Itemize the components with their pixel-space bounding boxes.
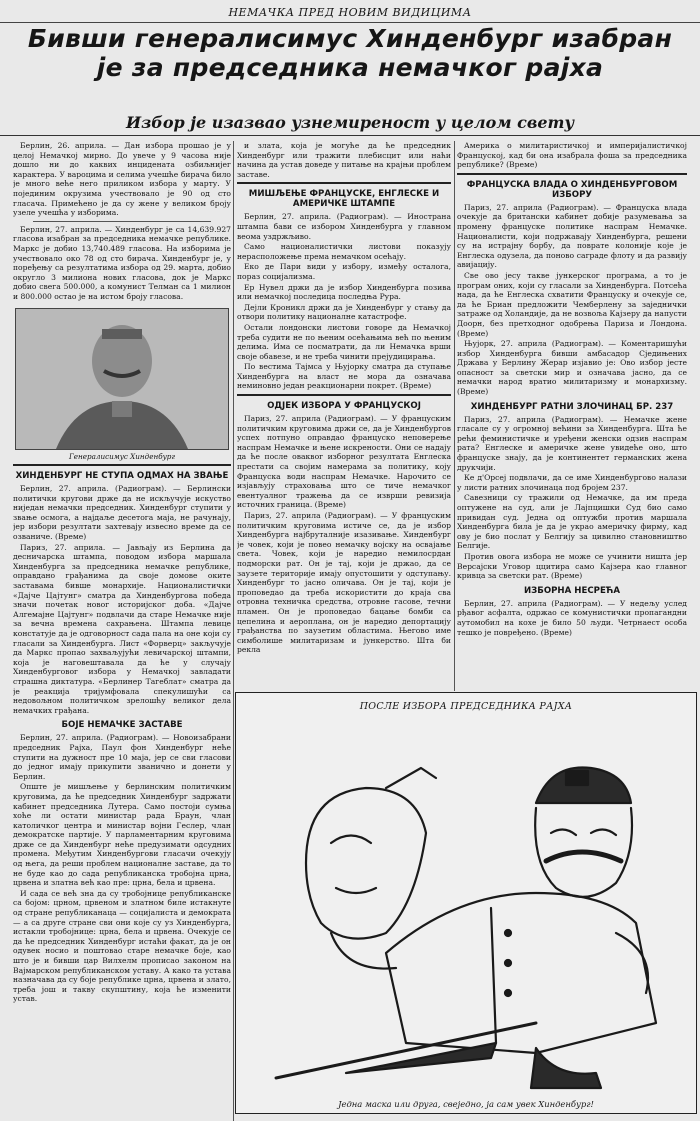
- hindenburg-portrait: [15, 308, 229, 450]
- portrait-caption: Генералисимус Хинденбург: [69, 451, 175, 461]
- section-heading: ОДЈЕК ИЗБОРА У ФРАНЦУСКОЈ: [267, 401, 421, 412]
- paragraph: Све ово јесу такве јункерског програма, а то је програм оних, који су гласали за Хинденбурга. Потсећа нада, да ће Енглеска схватити Француску и очекује се, да ће Бриан предложити Чемберлену за заједнички затраже од Холандије, да не возвоља Кајзеру да напусти Доорн, без претходног одобрења Париза и Лондона. (Време): [457, 270, 687, 338]
- section-heading: БОЈЕ НЕМАЧКЕ ЗАСТАВЕ: [61, 720, 183, 731]
- section-heading: МИШЉЕЊЕ ФРАНЦУСКЕ, ЕНГЛЕСКЕ И АМЕРИЧКЕ ШТАМПЕ: [248, 189, 440, 210]
- divider: [33, 221, 211, 222]
- paragraph: Берлин, 27. априла. — Хинденбург је са 14,639.927 гласова изабран за председника немачке републике. Маркс је добио 13,740.489 гласова. На изборима је учествовало око 78 од сто бирача. Хинденбург је, у поређењу са резултатима избора од 29. марта, добио округло 3 милиона нових гласова, док је Маркс добио свега 500.000, а комунист Телман са 1 милион и 800.000 остао је на истом броју гласова.: [13, 224, 231, 301]
- column-rule: [233, 141, 234, 1121]
- paragraph: Дејли Кроникл држи да је Хинденбург у стању да отвори политику националне катастрофе.: [237, 302, 451, 322]
- column-rule: [454, 141, 455, 691]
- subheadline: Избор је изазвао узнемиреност у целом свету: [0, 113, 700, 136]
- divider: [457, 173, 687, 175]
- divider: [13, 464, 231, 466]
- column-2: [237, 141, 451, 704]
- section-heading: ФРАНЦУСКА ВЛАДА О ХИНДЕНБУРГОВОМ ИЗБОРУ: [466, 179, 678, 200]
- paragraph: Еко де Пари види у избору, између осталога, пораз социјализма.: [237, 262, 451, 281]
- headline: Бивши генералисимус Хинденбург изабран је за председника немачког рајха: [27, 24, 673, 82]
- paragraph: Париз, 27. априла (Радиограм). — У француским политичким круговима истиче се, да је избор Хинденбурга најбруталније изазивање. Хинденбург је човек, који је повео немачку војску на освајање света. Човек, који је наредио немилосрдан подморски рат. Он је тај, који је држао, да се заузете територије имају опустошити у одступању. Хинденбург то јасно оличава. Он је тај, који је проповедао да треба искористити до краја сва отровна техничка средства, отровне гасове, течни пламен. Он је проповедао бацање бомби са цепелина и аероплана, он је наредио депортацију грађанства по заузетим областима. Његово име симболише милитаризам и јункерство. Шта би рекла: [237, 511, 451, 655]
- section-heading: ХИНДЕНБУРГ НЕ СТУПА ОДМАХ НА ЗВАЊЕ: [15, 471, 229, 482]
- divider: [237, 394, 451, 396]
- paragraph: Берлин, 27. априла. (Радиограм). — Новоизабрани председник Рајха, Паул фон Хинденбург неће ступити на дужност пре 10 маја, јер се сви гласови до једног имају прикупити званично и донети у Берлин.: [13, 733, 231, 781]
- paragraph: Берлин, 26. априла. — Дан избора прошао је у целој Немачкој мирно. До увече у 9 часова није дошло ни до каквих инцидената озбиљнијег карактера. У вароцима и селима учешће бирача било је много веће него приликом избора у марту. У појединим окрузима учествовало је 90 од сто гласача. Примећено је да су жене у великом броју узеле учешћа у изборима.: [13, 141, 231, 218]
- paragraph: По вестима Тајмса у Њујорку сматра да ступање Хинденбурга на власт не мора да означава неминовно један реакционарни покрет. (Време): [237, 362, 451, 391]
- column-3: [457, 141, 687, 704]
- paragraph: Њујорк, 27. априла (Радиограм). — Коментаришући избор Хинденбурга бивши амбасадор Сједињених Држава у Берлину Жерар изјавио је: Ово избор јесте опасност за светски мир и означава јасно, да се немачки народ вратио милитаризму и монархизму. (Време): [457, 339, 687, 397]
- paragraph: Америка о милитаристичкој и империјалистичкој Француској, кад би она изабрала фоша за председника републике? (Време): [457, 141, 687, 170]
- paragraph: Остали лондонски листови говоре да Немачкој треба судити не по њеним осећањима већ по њеним делима. Има се посматрати, да ли Немачка врши своје обавезе, и не треба чинити прејудицирања.: [237, 322, 451, 361]
- paragraph: Париз, 27. априла (Радиограм). — Немачке жене гласале су у огромној већини за Хинденбурга. Шта ће рећи феминистичке и уређени женски одзив наспрам рата? Енглеске и америчке жене увидеће оно, што француске знају, да је континентет германских жена друкчији.: [457, 414, 687, 472]
- paragraph: И сада се већ зна да су тробојнице републиканске са бојом: црном, црвеном и златном биле истакнуте од стране републиканаца — социјалиста и демократа — а са друге стране сви они које су уз Хинденбурга, истакли тробојнице: црна, бела и црвена. Очекује се да ће председник Хинденбург истаћи факат, да је он одувек носио и поштовао старе немачке боје, као што је и бивши цар Вилхелм прописао законом на Вајмарском републиканском уставу. А како та устава назначава да су боје републике црна, црвена и злато, треба још и такву скупштину, која ће изменити устав.: [13, 888, 231, 1004]
- paragraph: Опште је мишљење у берлинским политичким круговима, да ће председник Хинденбург задржати кабинет председника Лутера. Само постоји сумња хоће ли остати министар рада Браун, члан католичког центра и министар војни Геслер, члан демократске партије. У парламентарним круговима држе се да Хинденбург неће предузимати одсудних промена. Међутим Хинденбургови гласачи очекују од њега, да реши проблем националне заставе, да то не буде као до сада републиканска тробојна црна, црвена и златна већ као пре: црна, бела и црвена.: [13, 782, 231, 888]
- kicker: НЕМАЧКА ПРЕД НОВИМ ВИДИЦИМА: [0, 6, 700, 23]
- column-1: [13, 141, 231, 1121]
- section-heading: ХИНДЕНБУРГ РАТНИ ЗЛОЧИНАЦ БР. 237: [470, 401, 674, 412]
- paragraph: Берлин, 27. априла. (Радиограм). — Иностранa штампа бави се избором Хинденбурга у главном веома уздржљиво.: [237, 212, 451, 241]
- paragraph: Против овога избора не може се учинити ништа јер Версајски Уговор ццитира само Кајзера као главног кривца за светски рат. (Време): [457, 551, 687, 581]
- cartoon-drawing: [236, 693, 696, 1113]
- divider: [237, 182, 451, 184]
- cartoon-caption: Једна маска или друга, свеједно, ја сам увек Хинденбург!: [338, 1099, 594, 1109]
- paragraph: Париз, 27. априла. — Јављају из Берлина да десничарска штампа, поводом избора маршала Хинденбурга за председника немачке републике, оправдано грађанима да своје домове оките заставама бивше монархије. Националистички «Дајче Цајтунг» сматра да Хинденбургова победа значи почетак новог историјског доба. «Дајче Алгемајне Цајтунг» подвлачи да старе Немачке није за вечна времена сахрањена. Штампа левице констатује да је одговорност сада пала на оне који су гласали за Хинденбурга. Лист «Форверц» закључује да Маркс пропао захваљујући левичарској штампи, која је наговештавала да ће у случају Хинденбурговог избора у Немачкој завладати страшна диктатура. «Берлинер Тагеблат» сматра да је реакција тријумфовала спекулишући са недовољном политичком зрелошћу великог дела немачких грађана.: [13, 542, 231, 715]
- cartoon-title: ПОСЛЕ ИЗБОРА ПРЕДСЕДНИКА РАЈХА: [359, 701, 573, 712]
- paragraph: Само националистички листови показују нерасположење према немачком осећају.: [237, 242, 451, 261]
- paragraph: Берлин, 27. априла. (Радиограм). — Берлински политички кругови држе да не искључује искуство ниједан немачки председник. Хинденбург ступити у звање осмога, а најдаље десетога маја, не рачунају, јер избори резултати захтевају извесно време да се озваниче. (Време): [13, 484, 231, 542]
- paragraph: Париз, 27. априла (Радиограм). — Француска влада очекује да британски кабинет добије разумевања за промену француске политике наспрам Немачке. Националисти, који подржавају Хинденбурга, решени су на истрајну борбу, да поврате колоније које је Енглеска одузела, да поново саграде флоту и да развију авијацију.: [457, 202, 687, 270]
- paragraph: Берлин, 27. априла (Радиограм). — У недељу услед рђавог асфалта, одржао се комунистички пропагандни аутомобил на кохе је било 50 људи. Четрнаест особа тешко је повређено. (Време): [457, 598, 687, 637]
- paragraph: Савезници су тражили од Немачке, да им преда оптужене на суд, али је Лајпцишки Суд био само привидан суд. Једна од оптужби против маршала Хинденбурга била је да је украо америчку фирму, кад ову је био послат у Белгију за цивилно становништво Белгије.: [457, 493, 687, 551]
- section-heading: ИЗБОРНА НЕСРЕЋА: [523, 585, 621, 596]
- portrait-image: [16, 309, 228, 449]
- cartoon-panel: [235, 692, 697, 1114]
- paragraph: Париз, 27. априла (Радиограм). — У француским политичким круговима држи се, да је Хинденбургов успех потпуно оправдао француско неповерење наспрам Немачке и њене искрености. Они се надају да ће после оваквог изборног резултата Енглеска престати са својим намерама за политику, коју Француска води наспрам Немачке. Нарочито се изјављују страховања што се тиче немачког евентуалног тражења да се изврши ревизија источних граница. (Време): [237, 414, 451, 510]
- paragraph: Ер Нувел држи да је избор Хинденбурга позива или немачкој последица последња Рура.: [237, 282, 451, 302]
- paragraph: и злата, која је могуће да ће председник Хинденбург или тражити плебисцит или наћи начина да устав доведе у питање на крајњи проблем заставе.: [237, 141, 451, 179]
- paragraph: Ке д'Орсеј подвлачи, да се име Хинденбургово налази у листи ратних злочинаца под бројем 237.: [457, 473, 687, 492]
